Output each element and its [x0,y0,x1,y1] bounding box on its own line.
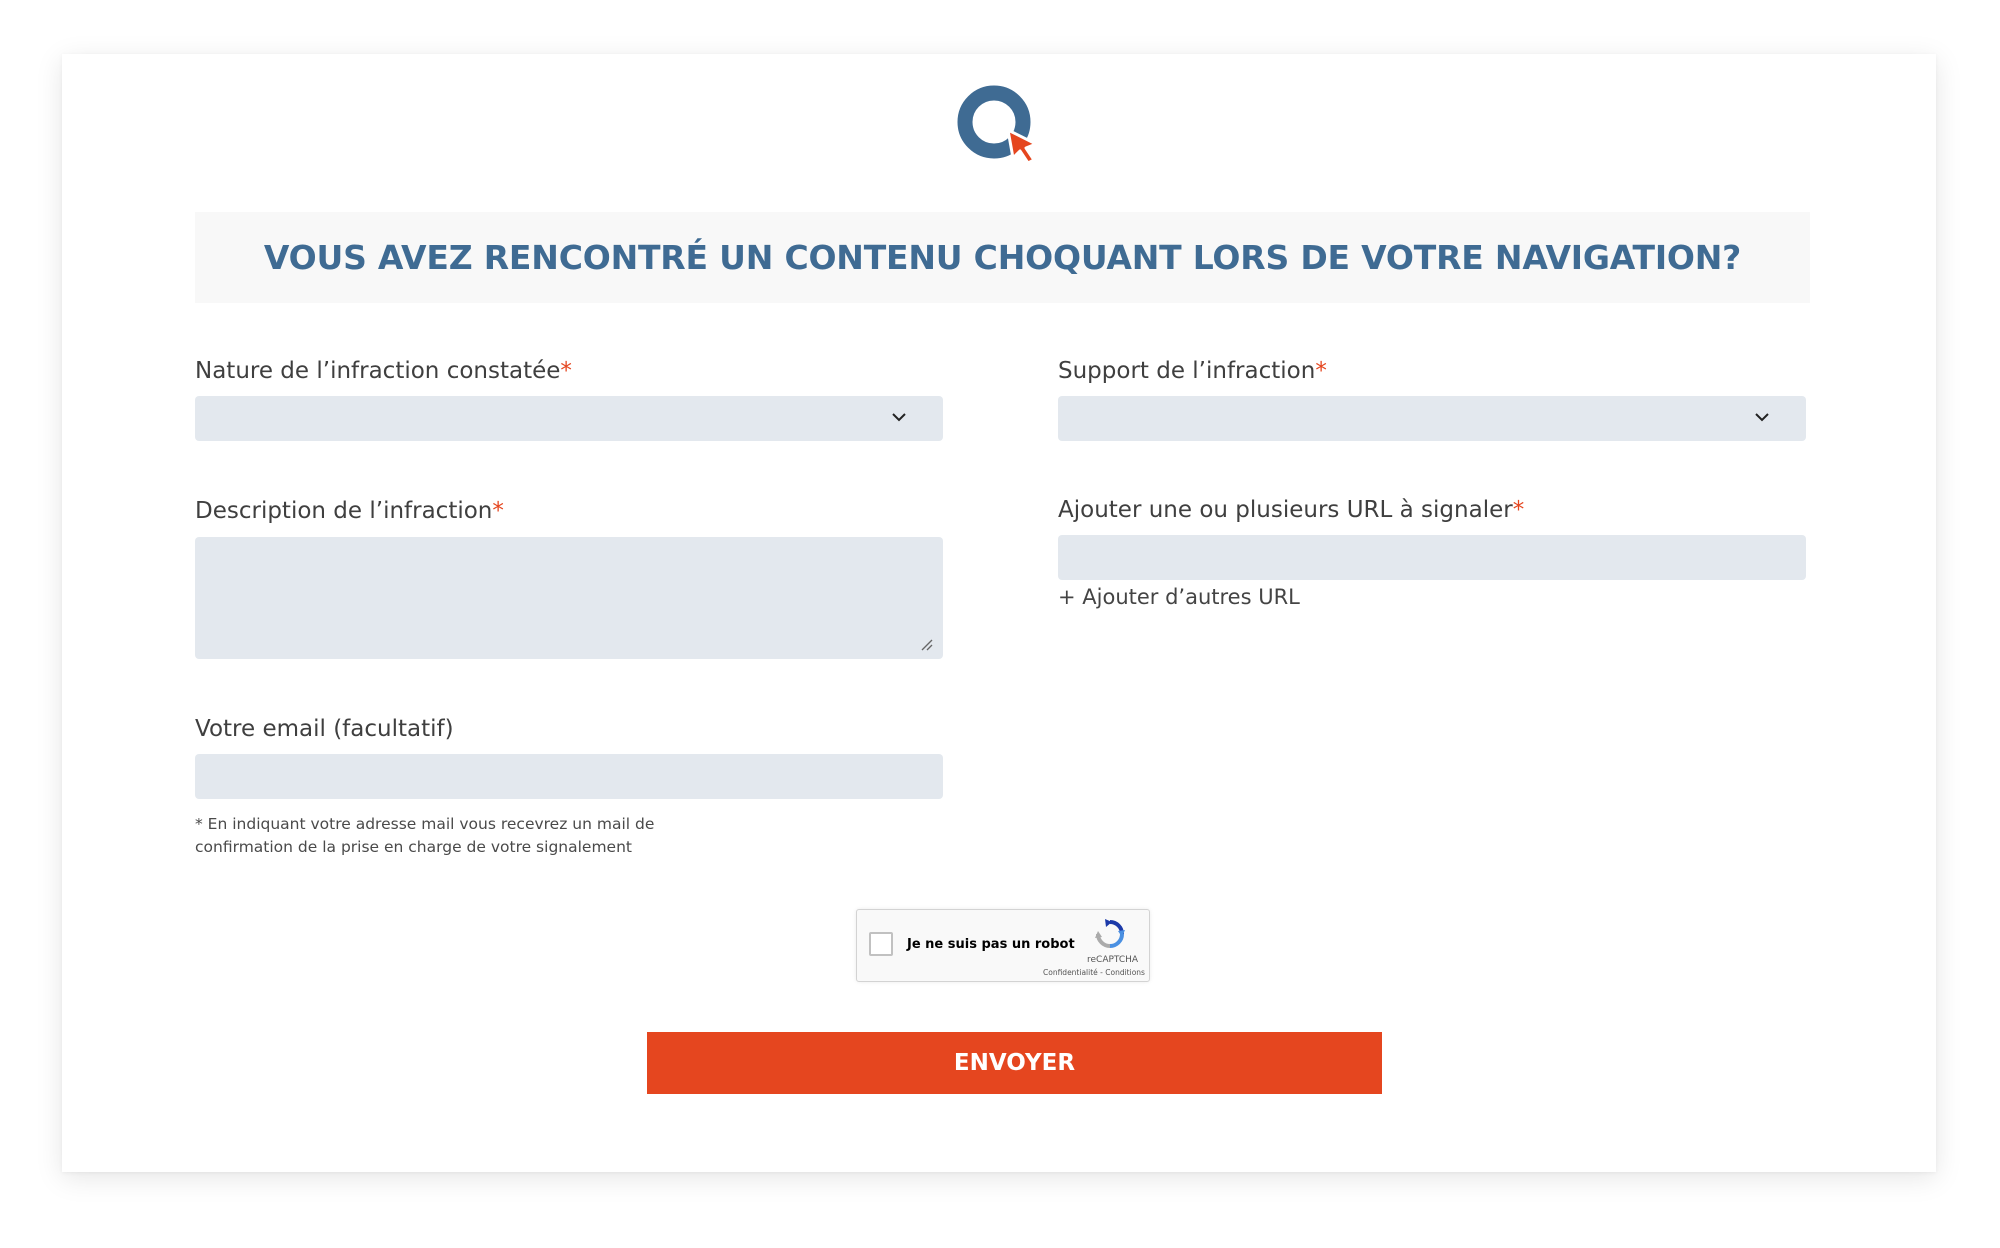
nature-label: Nature de l’infraction constatée* [195,358,572,384]
email-input[interactable] [195,754,943,799]
title-banner [195,212,1810,303]
recaptcha-icon [1094,918,1126,950]
email-note: * En indiquant votre adresse mail vous recevrez un mail de confirmation de la prise en charge de votre signalement [195,815,655,856]
recaptcha-checkbox[interactable] [869,932,893,956]
description-textarea[interactable] [195,537,943,659]
add-url-link[interactable]: + Ajouter d’autres URL [1058,585,1300,609]
recaptcha-widget [856,909,1150,982]
support-label: Support de l’infraction* [1058,358,1327,384]
required-mark: * [1315,358,1327,384]
submit-button[interactable]: ENVOYER [647,1032,1382,1094]
recaptcha-label: Je ne suis pas un robot [907,937,1075,952]
recaptcha-links[interactable]: Confidentialité - Conditions [1043,968,1145,977]
email-label: Votre email (facultatif) [195,716,454,742]
required-mark: * [560,358,572,384]
page-title: VOUS AVEZ RENCONTRÉ UN CONTENU CHOQUANT LORS DE VOTRE NAVIGATION? [263,238,1742,277]
chevron-down-icon [891,411,907,423]
nature-select[interactable] [195,396,943,441]
support-select[interactable] [1058,396,1806,441]
urls-label: Ajouter une ou plusieurs URL à signaler* [1058,497,1525,523]
recaptcha-brand: reCAPTCHA [1087,955,1139,965]
chevron-down-icon [1754,411,1770,423]
cursor-logo-icon [956,84,1044,164]
resize-handle-icon[interactable] [920,638,933,651]
required-mark: * [1512,497,1525,523]
url-input[interactable] [1058,535,1806,580]
required-mark: * [492,498,504,524]
description-label: Description de l’infraction* [195,498,504,524]
